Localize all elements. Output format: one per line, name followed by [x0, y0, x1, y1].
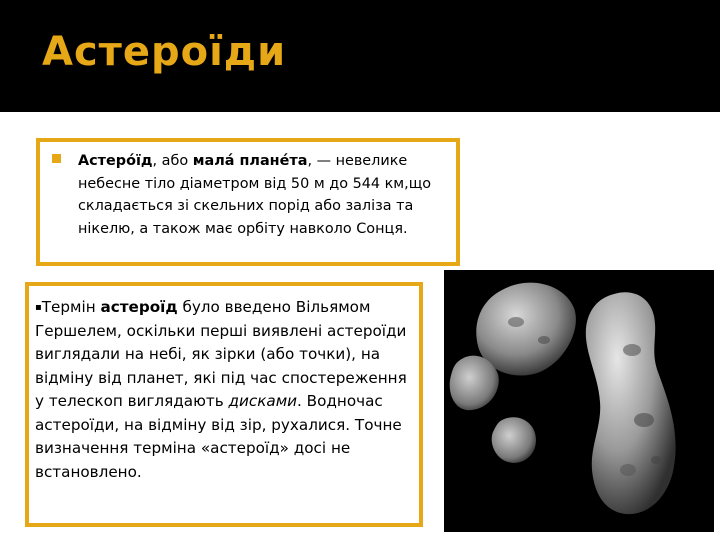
definition-box — [36, 138, 460, 266]
title-bar — [0, 0, 720, 112]
small-bullet-icon: ▪ — [35, 302, 42, 313]
definition-body: невелике небесне тіло діаметром від 50 м до 544 км,що складається зі скельних порід або заліза та нікелю, а також має орбіту навколо Сонця. — [78, 153, 432, 237]
history-mid: було введено Вільямом Гершелем, оскільки перші виявлені астероїди виглядали на небі, як зірки (або точки), на відміну від планет, які під час спостереження у телескоп виглядають — [35, 298, 407, 410]
history-term: астероїд — [100, 298, 178, 316]
text-dash: , — — [307, 153, 336, 169]
asteroids-illustration — [444, 270, 714, 532]
history-text — [35, 296, 411, 484]
definition-text — [78, 150, 444, 240]
history-box — [25, 282, 423, 527]
square-bullet-icon — [52, 154, 61, 163]
text-sep: , або — [152, 153, 193, 169]
slide-title: Астероїди — [42, 29, 287, 75]
asteroids-photo — [444, 270, 714, 532]
term-asteroid: Астеро́їд — [78, 153, 153, 169]
history-post: . Водночас астероїди, на відміну від зір, рухалися. Точне визначення терміна «астероїд» досі не встановлено. — [35, 392, 402, 481]
term-minor-planet: мала́ плане́та — [192, 153, 308, 169]
history-pre: Термін — [41, 298, 101, 316]
history-italic: дисками — [228, 392, 298, 410]
